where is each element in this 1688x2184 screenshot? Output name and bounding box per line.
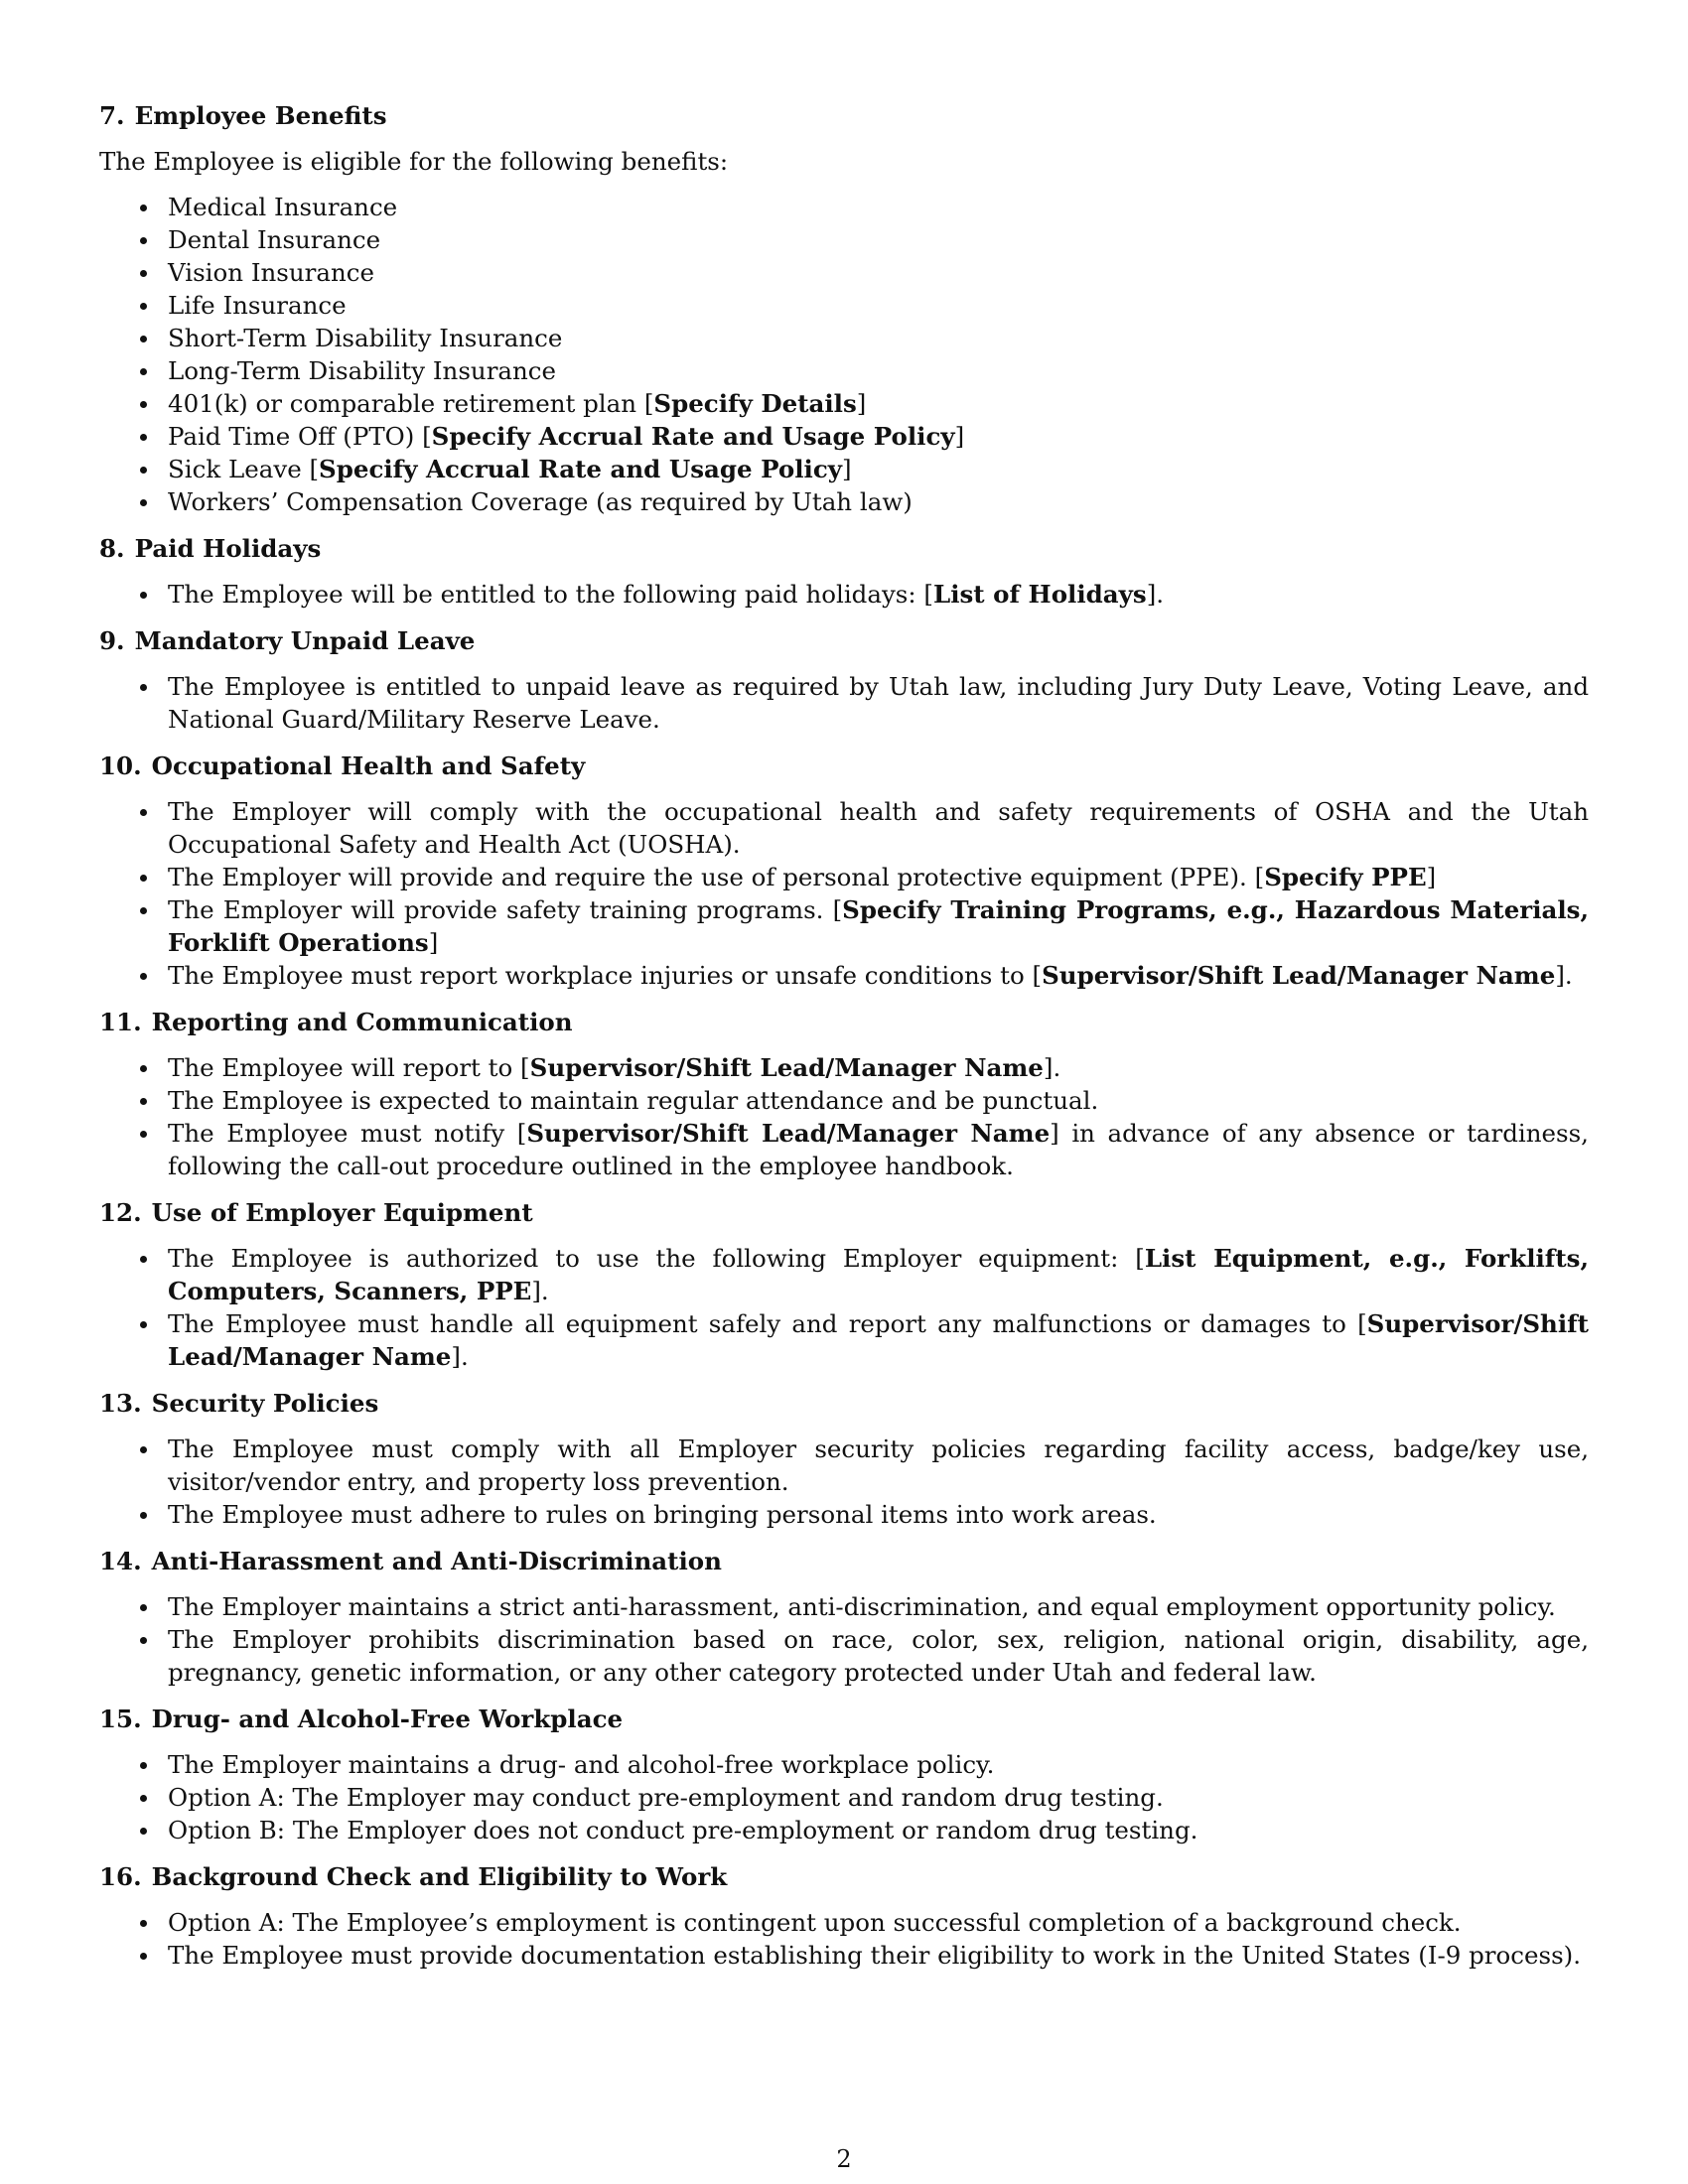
list-item [99,1590,1589,1623]
section-heading [99,99,1589,133]
item-text: ]. [1555,961,1573,990]
item-text: The Employer will provide and require the use of personal protective equipment (PPE). [ [168,863,1265,891]
placeholder-text: Supervisor/Shift Lead/Manager Name [168,1309,1589,1371]
section-title: Occupational Health and Safety [151,751,586,780]
bullet-list [99,1433,1589,1531]
item-text: The Employee must adhere to rules on bringing personal items into work areas. [168,1500,1157,1529]
item-text: ] [856,389,867,418]
section-title: Mandatory Unpaid Leave [134,626,476,655]
item-text: ]. [1043,1053,1061,1082]
item-text: ]. [531,1277,549,1305]
section-heading [99,624,1589,658]
list-item [99,485,1589,518]
section-13 [99,1387,1589,1531]
section-number: 14. [99,1547,142,1575]
list-item [99,387,1589,420]
section-heading [99,1387,1589,1421]
item-text: The Employee must handle all equipment safely and report any malfunctions or damages to [ [168,1309,1367,1338]
placeholder-text: Supervisor/Shift Lead/Manager Name [529,1053,1044,1082]
bullet-list [99,191,1589,518]
section-16 [99,1860,1589,1972]
section-title: Background Check and Eligibility to Work [151,1862,728,1891]
list-item [99,256,1589,289]
list-item [99,1051,1589,1084]
section-10 [99,750,1589,992]
list-item [99,1748,1589,1781]
section-title: Anti-Harassment and Anti-Discrimination [151,1547,722,1575]
item-text: Option A: The Employer may conduct pre-employment and random drug testing. [168,1783,1164,1812]
section-number: 11. [99,1008,142,1036]
item-text: The Employee is authorized to use the following Employer equipment: [ [168,1244,1145,1273]
section-number: 12. [99,1198,142,1227]
item-text: Vision Insurance [168,258,374,287]
section-8 [99,532,1589,611]
list-item [99,1307,1589,1373]
item-text: The Employer prohibits discrimination based on race, color, sex, religion, national origin, disability, age, pregnancy, genetic information, or any other category protected under Utah and federal law. [168,1625,1589,1687]
list-item [99,1242,1589,1307]
section-number: 16. [99,1862,142,1891]
item-text: The Employee must notify [ [168,1119,527,1148]
item-text: The Employer maintains a drug- and alcohol-free workplace policy. [168,1750,995,1779]
item-text: The Employer will comply with the occupational health and safety requirements of OSHA and the Utah Occupational Safety and Health Act (UOSHA). [168,797,1589,859]
section-number: 13. [99,1389,142,1418]
list-item [99,354,1589,387]
section-11 [99,1006,1589,1182]
section-15 [99,1703,1589,1846]
list-item [99,670,1589,736]
section-title: Drug- and Alcohol-Free Workplace [151,1705,624,1733]
bullet-list [99,1748,1589,1846]
item-text: ] [1426,863,1437,891]
placeholder-text: Supervisor/Shift Lead/Manager Name [526,1119,1051,1148]
item-text: ] [954,422,965,451]
bullet-list [99,1242,1589,1373]
placeholder-text: Specify Accrual Rate and Usage Policy [431,422,955,451]
list-item [99,1498,1589,1531]
bullet-list [99,795,1589,992]
item-text: The Employee must report workplace injuries or unsafe conditions to [ [168,961,1043,990]
section-number: 15. [99,1705,142,1733]
placeholder-text: Specify Training Programs, e.g., Hazardous Materials, Forklift Operations [168,895,1590,957]
item-text: Option A: The Employee’s employment is contingent upon successful completion of a background check. [168,1908,1462,1937]
section-heading [99,1860,1589,1894]
section-number: 10. [99,751,142,780]
list-item [99,893,1589,959]
item-text: The Employee is expected to maintain regular attendance and be punctual. [168,1086,1099,1115]
item-text: Long-Term Disability Insurance [168,356,557,385]
list-item [99,795,1589,861]
item-text: Life Insurance [168,291,347,320]
section-number: 7. [99,101,125,130]
placeholder-text: Supervisor/Shift Lead/Manager Name [1042,961,1556,990]
section-heading [99,1006,1589,1039]
section-title: Reporting and Communication [151,1008,573,1036]
list-item [99,1117,1589,1182]
list-item [99,223,1589,256]
placeholder-text: Specify PPE [1264,863,1427,891]
bullet-list [99,578,1589,611]
bullet-list [99,1051,1589,1182]
placeholder-text: List of Holidays [932,580,1147,609]
section-number: 8. [99,534,125,563]
section-number: 9. [99,626,125,655]
section-title: Use of Employer Equipment [151,1198,533,1227]
placeholder-text: List Equipment, e.g., Forklifts, Computers, Scanners, PPE [168,1244,1589,1305]
item-text: Paid Time Off (PTO) [ [168,422,432,451]
list-item [99,289,1589,322]
item-text: Short-Term Disability Insurance [168,324,563,352]
list-item [99,191,1589,223]
list-item [99,1781,1589,1814]
bullet-list [99,1590,1589,1689]
section-heading [99,532,1589,566]
item-text: The Employer will provide safety training programs. [ [168,895,843,924]
section-title: Paid Holidays [134,534,322,563]
item-text: Medical Insurance [168,193,398,221]
section-heading [99,1196,1589,1230]
section-12 [99,1196,1589,1373]
section-7 [99,99,1589,518]
section-heading [99,750,1589,783]
item-text: ] [842,455,852,483]
item-text: 401(k) or comparable retirement plan [ [168,389,654,418]
section-14 [99,1545,1589,1689]
section-title: Security Policies [151,1389,379,1418]
list-item [99,322,1589,354]
list-item [99,453,1589,485]
item-text: Option B: The Employer does not conduct pre-employment or random drug testing. [168,1816,1198,1844]
item-text: ]. [451,1342,469,1371]
item-text: The Employee must provide documentation establishing their eligibility to work in the United States (I-9 process). [168,1941,1581,1970]
section-title: Employee Benefits [134,101,387,130]
list-item [99,1814,1589,1846]
list-item [99,1433,1589,1498]
item-text: ] [428,928,439,957]
list-item [99,959,1589,992]
item-text: ]. [1146,580,1165,609]
document-page [99,99,1589,1985]
list-item [99,578,1589,611]
list-item [99,420,1589,453]
item-text: Dental Insurance [168,225,381,254]
placeholder-text: Specify Details [653,389,857,418]
list-item [99,1939,1589,1972]
item-text: The Employer maintains a strict anti-harassment, anti-discrimination, and equal employment opportunity policy. [168,1592,1556,1621]
list-item [99,1623,1589,1689]
item-text: Workers’ Compensation Coverage (as required by Utah law) [168,487,913,516]
section-heading [99,1545,1589,1578]
section-intro: The Employee is eligible for the following benefits: [99,147,729,176]
item-text: The Employee will be entitled to the following paid holidays: [ [168,580,933,609]
section-heading [99,1703,1589,1736]
section-9 [99,624,1589,736]
list-item [99,1906,1589,1939]
bullet-list [99,1906,1589,1972]
item-text: The Employee will report to [ [168,1053,530,1082]
placeholder-text: Specify Accrual Rate and Usage Policy [319,455,843,483]
bullet-list [99,670,1589,736]
page-number: 2 [836,2145,852,2173]
item-text: Sick Leave [ [168,455,320,483]
list-item [99,861,1589,893]
item-text: The Employee must comply with all Employer security policies regarding facility access, badge/key use, visitor/vendor entry, and property loss prevention. [168,1434,1589,1496]
item-text: The Employee is entitled to unpaid leave as required by Utah law, including Jury Duty Leave, Voting Leave, and National Guard/Military Reserve Leave. [168,672,1589,734]
list-item [99,1084,1589,1117]
item-text: ] in advance of any absence or tardiness, following the call-out procedure outlined in the employee handbook. [168,1119,1589,1180]
